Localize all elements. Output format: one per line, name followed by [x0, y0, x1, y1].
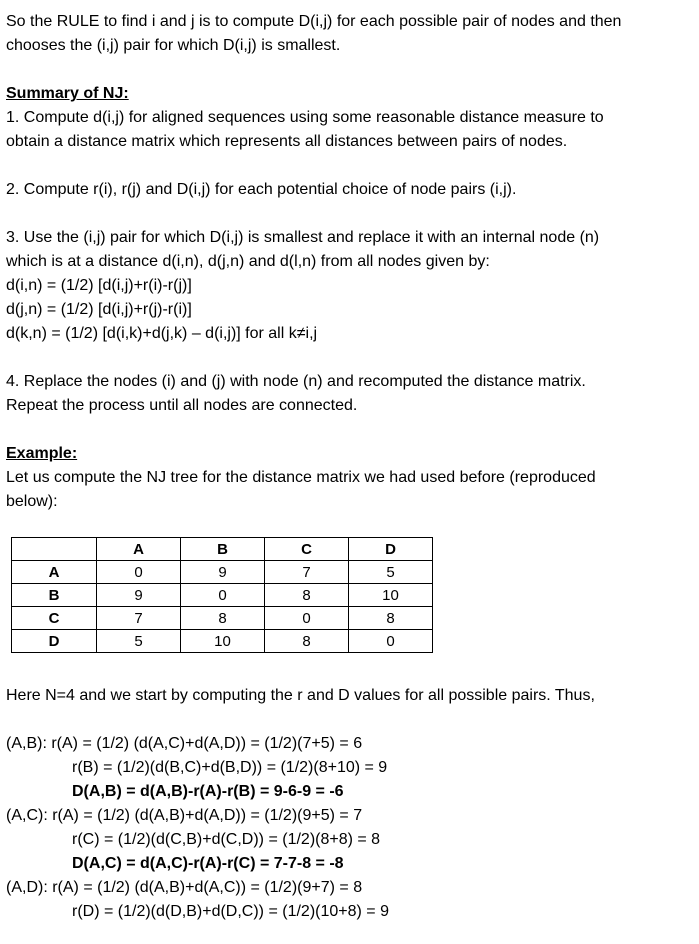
- table-row: [12, 607, 433, 630]
- row-label: B: [12, 584, 97, 607]
- text-line: 2. Compute r(i), r(j) and D(i,j) for each potential choice of node pairs (i,j).: [6, 181, 517, 198]
- table-cell: 5: [349, 561, 433, 584]
- table-cell: 5: [97, 630, 181, 653]
- summary-heading: Summary of NJ:: [6, 85, 129, 102]
- calc-line: r(D) = (1/2)(d(D,B)+d(D,C)) = (1/2)(10+8) = 9: [72, 903, 389, 920]
- calc-line: (A,C): r(A) = (1/2) (d(A,B)+d(A,D)) = (1/2)(9+5) = 7: [6, 807, 363, 824]
- table-header-cell: [12, 538, 97, 561]
- calc-line: r(C) = (1/2)(d(C,B)+d(C,D)) = (1/2)(8+8) = 8: [72, 831, 381, 848]
- row-label: A: [12, 561, 97, 584]
- formula-line: d(j,n) = (1/2) [d(i,j)+r(j)-r(i)]: [6, 301, 192, 318]
- table-cell: 9: [181, 561, 265, 584]
- text-line: obtain a distance matrix which represents all distances between pairs of nodes.: [6, 133, 568, 150]
- table-header-cell: D: [349, 538, 433, 561]
- table-cell: 10: [181, 630, 265, 653]
- calc-result-line: D(A,C) = d(A,C)-r(A)-r(C) = 7-7-8 = -8: [72, 855, 344, 872]
- example-heading: Example:: [6, 445, 78, 462]
- table-cell: 8: [349, 607, 433, 630]
- table-row: [12, 584, 433, 607]
- table-cell: 0: [265, 607, 349, 630]
- table-cell: 8: [265, 584, 349, 607]
- table-cell: 10: [349, 584, 433, 607]
- formula-line: d(k,n) = (1/2) [d(i,k)+d(j,k) – d(i,j)] for all k≠i,j: [6, 325, 318, 342]
- calc-line: (A,B): r(A) = (1/2) (d(A,C)+d(A,D)) = (1/2)(7+5) = 6: [6, 735, 363, 752]
- text-line: Here N=4 and we start by computing the r and D values for all possible pairs. Thus,: [6, 687, 595, 704]
- text-line: Repeat the process until all nodes are connected.: [6, 397, 358, 414]
- calc-result-line: D(A,B) = d(A,B)-r(A)-r(B) = 9-6-9 = -6: [72, 783, 344, 800]
- row-label: D: [12, 630, 97, 653]
- formula-line: d(i,n) = (1/2) [d(i,j)+r(i)-r(j)]: [6, 277, 192, 294]
- table-row: [12, 561, 433, 584]
- text-line: 4. Replace the nodes (i) and (j) with node (n) and recomputed the distance matrix.: [6, 373, 586, 390]
- table-cell: 8: [181, 607, 265, 630]
- table-header-cell: A: [97, 538, 181, 561]
- table-cell: 7: [97, 607, 181, 630]
- table-cell: 0: [349, 630, 433, 653]
- text-line: which is at a distance d(i,n), d(j,n) and d(l,n) from all nodes given by:: [6, 253, 490, 270]
- distance-matrix-table: [11, 537, 433, 653]
- text-line: 1. Compute d(i,j) for aligned sequences using some reasonable distance measure to: [6, 109, 604, 126]
- text-line: chooses the (i,j) pair for which D(i,j) is smallest.: [6, 37, 341, 54]
- calc-line: (A,D): r(A) = (1/2) (d(A,B)+d(A,C)) = (1/2)(9+7) = 8: [6, 879, 363, 896]
- table-cell: 0: [97, 561, 181, 584]
- calc-line: r(B) = (1/2)(d(B,C)+d(B,D)) = (1/2)(8+10) = 9: [72, 759, 388, 776]
- table-header-row: [12, 538, 433, 561]
- table-cell: 8: [265, 630, 349, 653]
- text-line: 3. Use the (i,j) pair for which D(i,j) is smallest and replace it with an internal node (n): [6, 229, 600, 246]
- text-line: below):: [6, 493, 58, 510]
- table-header-cell: C: [265, 538, 349, 561]
- table-cell: 9: [97, 584, 181, 607]
- text-line: So the RULE to find i and j is to compute D(i,j) for each possible pair of nodes and then: [6, 13, 622, 30]
- text-line: Let us compute the NJ tree for the distance matrix we had used before (reproduced: [6, 469, 596, 486]
- row-label: C: [12, 607, 97, 630]
- table-cell: 7: [265, 561, 349, 584]
- table-header-cell: B: [181, 538, 265, 561]
- table-row: [12, 630, 433, 653]
- table-cell: 0: [181, 584, 265, 607]
